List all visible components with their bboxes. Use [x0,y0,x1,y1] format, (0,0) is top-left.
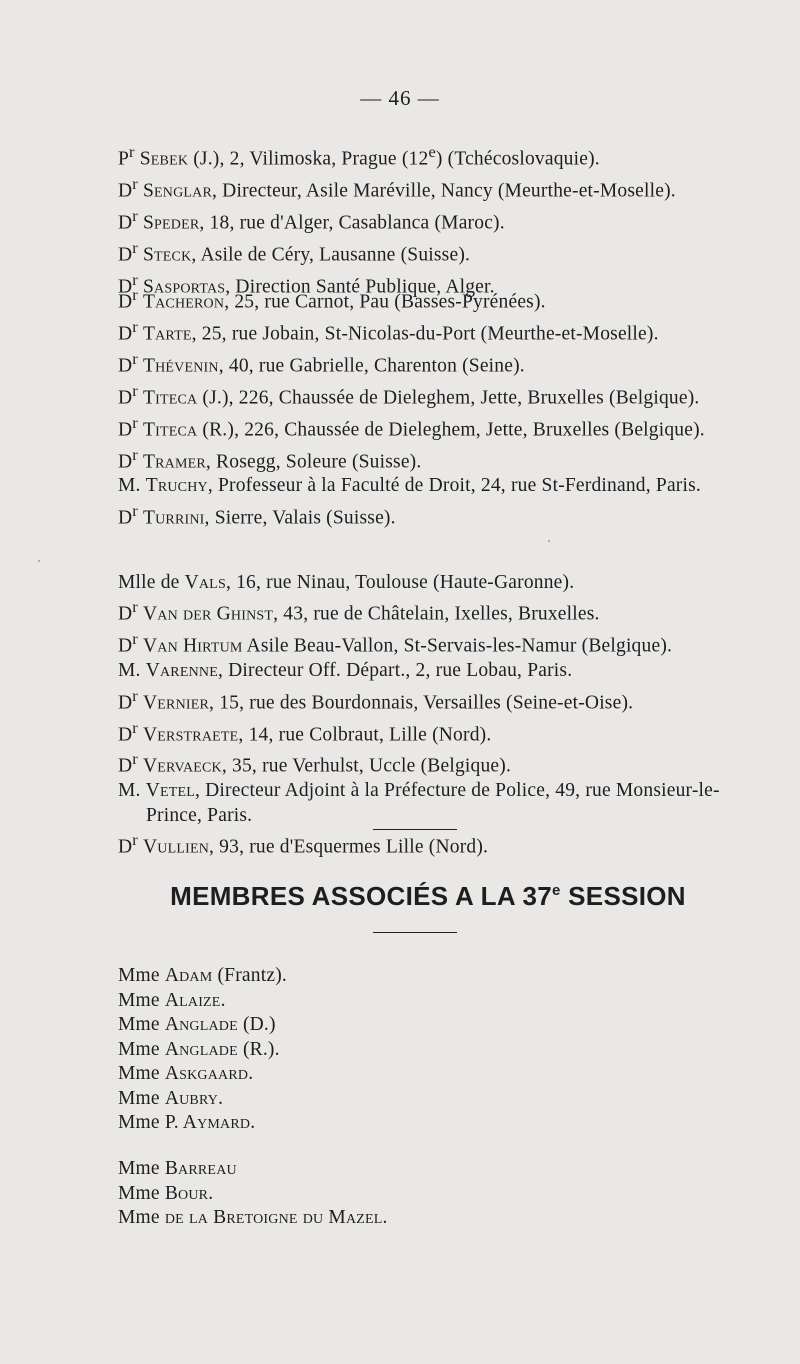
member-entry [118,283,758,315]
member-name: Vervaeck [143,755,222,777]
member-title-superscript: r [132,413,138,432]
associate-suffix: . [382,1207,388,1228]
member-name: Turrini [143,507,205,529]
member-address: , Direction Santé Publique, Alger. [225,276,495,298]
associate-title: Mme [118,1158,160,1179]
member-title: M. [118,780,141,802]
member-title: D [118,212,133,234]
member-entry [118,684,758,716]
member-address: , 40, rue Gabrielle, Charenton (Seine). [218,355,525,377]
member-list-v [118,571,758,860]
member-address: Asile Beau-Vallon, St-Servais-les-Namur (Belgique). [242,635,673,657]
member-entry [118,347,758,379]
member-entry [118,204,758,236]
member-address: , 18, rue d'Alger, Casablanca (Maroc). [199,212,505,234]
member-entry [118,411,758,443]
member-name: Vullien [143,836,210,858]
member-address: , 43, rue de Châtelain, Ixelles, Bruxelles. [273,603,600,625]
member-title: D [118,355,133,377]
member-name: Van Hirtum [143,635,243,657]
member-name: Thévenin [143,355,219,377]
associate-suffix: (Frantz). [212,965,287,986]
member-list-t [118,283,758,531]
member-title: D [118,419,133,441]
associate-suffix: . [218,1087,224,1109]
member-address: , 25, rue Carnot, Pau (Basses-Pyrénées). [224,291,546,313]
page-number: — 46 — [360,86,440,110]
member-address: , 93, rue d'Esquermes Lille (Nord). [209,836,489,858]
member-title-superscript: r [132,349,138,368]
associate-name: Aubry [164,1087,219,1109]
associate-title: Mme [118,1038,160,1060]
member-title-superscript: r [132,501,138,520]
member-title: M. [118,475,141,497]
member-title: D [118,451,133,473]
member-title-superscript: r [132,317,138,336]
member-address: (J.), 2, Vilimoska, Prague (12 [188,148,429,170]
divider-rule-top [373,829,457,830]
member-entry [118,571,758,595]
member-name: Speder [143,212,200,234]
associate-name: Anglade [164,1038,238,1060]
member-title-superscript: r [132,286,138,304]
associate-entry [118,1111,758,1136]
associate-title: Mme [118,1063,160,1084]
member-name: Senglar [143,180,213,202]
member-name: Vetel [145,780,195,802]
member-name: Truchy [145,475,208,497]
associate-title: Mme [118,1182,160,1204]
member-entry [118,474,758,498]
member-title-superscript: r [132,174,138,193]
member-entry [118,659,758,683]
paper-speck [38,560,40,562]
member-title-superscript: r [132,630,138,649]
member-address: , Sierre, Valais (Suisse). [204,507,396,529]
member-name: Vernier [143,692,210,714]
associate-name: Anglade [164,1014,238,1035]
member-title: D [118,724,133,746]
member-name: Tarte [143,323,192,345]
member-entry [118,379,758,411]
member-name: Sebek [139,148,189,170]
associate-suffix: . [208,1182,214,1204]
associate-name: Alaize [164,989,221,1011]
member-entry [118,140,758,172]
member-title-superscript: r [132,206,138,225]
associate-entry [118,1013,758,1038]
associate-entry [118,1157,758,1182]
member-title: M. [118,660,141,682]
member-entry [118,627,758,659]
member-name: Tacheron [143,291,225,313]
member-entry [118,499,758,531]
member-title-superscript: r [132,718,138,737]
member-title-superscript: r [132,270,138,289]
member-entry [118,315,758,347]
member-address: , 35, rue Verhulst, Uccle (Belgique). [221,755,512,777]
member-title: D [118,291,133,313]
section-heading-superscript: e [551,882,561,899]
member-name: Verstraete [143,724,239,746]
member-title: D [118,323,133,345]
member-entry [118,716,758,748]
divider-rule-bottom [373,932,457,933]
associate-list-b [118,1157,758,1231]
member-address: , Directeur, Asile Maréville, Nancy (Meurthe-et-Moselle). [212,180,676,202]
associate-entry [118,1087,758,1112]
member-name: Sasportas [143,276,226,298]
member-title: D [118,755,133,777]
member-title: D [118,276,133,298]
member-address-superscript: e [428,143,436,161]
member-title-superscript: r [132,598,138,617]
member-list-s [118,140,758,300]
associate-name: Barreau [164,1158,237,1179]
member-name: Varenne [145,660,218,682]
member-title: D [118,836,133,858]
member-address: , Directeur Adjoint à la Préfecture de Police, 49, rue Monsieur-le-Prince, Paris. [146,780,720,826]
associate-title: Mme [118,989,160,1011]
associate-suffix: . [220,989,226,1011]
member-name: Vals [184,572,226,593]
member-address: , 25, rue Jobain, St-Nicolas-du-Port (Meurthe-et-Moselle). [191,323,659,345]
member-title: D [118,507,133,529]
member-title: D [118,244,133,266]
member-title-superscript: r [132,381,138,400]
member-title: D [118,387,133,409]
associate-entry [118,1062,758,1087]
member-name: Titeca [143,419,198,441]
member-address-end: ) (Tchécoslovaquie). [435,148,600,170]
member-name: Titeca [143,387,198,409]
associate-title: Mme [118,1014,160,1035]
member-title: P [118,148,130,170]
member-address: , Asile de Céry, Lausanne (Suisse). [191,244,471,266]
associate-name: Askgaard [164,1063,249,1084]
member-title: Mlle de [118,572,180,593]
member-title-superscript: r [132,831,138,850]
associate-entry [118,964,758,989]
associate-suffix: . [248,1063,254,1084]
member-address: , 16, rue Ninau, Toulouse (Haute-Garonne). [225,572,575,593]
associate-entry [118,1182,758,1207]
associate-name: Bour [164,1182,209,1204]
paper-speck [548,540,550,542]
member-title: D [118,692,133,714]
associate-entry [118,989,758,1014]
member-title-superscript: r [132,686,138,705]
associate-name: de la Bretoigne du Mazel [164,1207,383,1228]
associate-title: Mme [118,965,160,986]
member-title-superscript: r [129,143,135,161]
member-entry [118,747,758,779]
member-title: D [118,180,133,202]
member-address: , Directeur Off. Départ., 2, rue Lobau, Paris. [217,660,573,682]
associate-list-a [118,964,758,1136]
member-address: , Rosegg, Soleure (Suisse). [205,451,422,473]
member-title: D [118,603,133,625]
member-entry [118,172,758,204]
member-entry [118,828,758,860]
member-address: (J.), 226, Chaussée de Dieleghem, Jette, Bruxelles (Belgique). [197,387,700,409]
member-address: , Professeur à la Faculté de Droit, 24, rue St-Ferdinand, Paris. [207,475,701,497]
member-address: , 15, rue des Bourdonnais, Versailles (Seine-et-Oise). [209,692,634,714]
member-name: Steck [143,244,192,266]
member-title-superscript: r [132,445,138,464]
associate-entry [118,1038,758,1063]
member-entry [118,236,758,268]
member-name: Tramer [143,451,206,473]
member-entry [118,779,758,828]
associate-suffix: (R.). [237,1038,280,1060]
associate-title: Mme [118,1112,160,1133]
section-heading [0,881,800,912]
associate-entry [118,1206,758,1231]
associate-title: Mme [118,1087,160,1109]
member-title-superscript: r [132,750,138,769]
member-address: , 14, rue Colbraut, Lille (Nord). [238,724,492,746]
associate-suffix: . [250,1112,256,1133]
associate-name: P. Aymard [164,1112,251,1133]
associate-name: Adam [164,965,213,986]
member-name: Van der Ghinst [143,603,274,625]
associate-suffix: (D.) [237,1014,276,1035]
member-entry [118,443,758,475]
member-title: D [118,635,133,657]
associate-title: Mme [118,1207,160,1228]
section-heading-text-end: SESSION [560,881,686,911]
member-entry [118,595,758,627]
member-address: (R.), 226, Chaussée de Dieleghem, Jette, Bruxelles (Belgique). [197,419,705,441]
section-heading-text: MEMBRES ASSOCIÉS A LA 37 [170,881,552,911]
member-title-superscript: r [132,238,138,257]
